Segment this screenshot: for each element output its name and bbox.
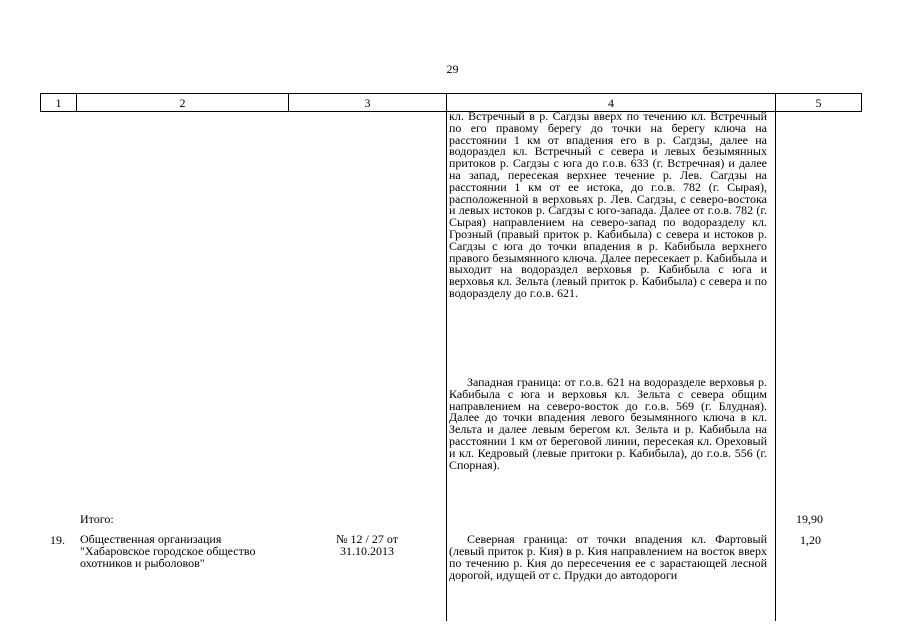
area-value: 1,20 bbox=[800, 533, 821, 547]
document-reference: № 12 / 27 от 31.10.2013 bbox=[336, 532, 398, 558]
column-header-row bbox=[40, 93, 862, 112]
column-4-left-border bbox=[446, 111, 447, 621]
boundary-description-paragraph: кл. Встречный в р. Сагдзы вверх по течению кл. Встречный по его правому берегу до точки на берегу ключа на расстоянии 1 км от впадения его в р. Сагдзы, далее на водораздел кл. Встречный с севера и левых безымянных притоков р. Сагдзы с юга до г.о.в. 633 (г. Встречная) и далее на запад, пересекая верхнее течение р. Лев. Сагдзы на расстоянии 1 км от ее истока, до г.о.в. 782 (г. Сырая), расположенной в верховьях р. Лев. Сагдзы, с северо-востока и левых истоков р. Сагдзы с юго-запада. Далее от г.о.в. 782 (г. Сырая) направлением на северо-запад по водоразделу кл. Грозный (правый приток р. Кабибыла) с севера и истоков р. Сагдзы с юга до точки впадения в р. Кабибыла верхнего правого безымянного ключа. Далее пересекает р. Кабибыла и выходит на водораздел верховья р. Кабибыла с юга и верховья кл. Зельта (левый приток р. Кабибыла) с севера и по водоразделу до г.о.в. 621. bbox=[449, 111, 767, 300]
northern-boundary-paragraph: Северная граница: от точки впадения кл. Фартовый (левый приток р. Кия) в р. Кия направлением на восток вверх по течению р. Кия до пересечения ее с зарастающей лесной дорогой, идущей от с. Прудки до автодороги bbox=[449, 532, 767, 582]
row-number: 19. bbox=[50, 533, 65, 547]
total-label: Итого: bbox=[80, 512, 114, 526]
column-header-3: 3 bbox=[289, 94, 447, 112]
page-number: 29 bbox=[446, 62, 459, 76]
column-header-4: 4 bbox=[447, 94, 776, 112]
total-value: 19,90 bbox=[796, 512, 823, 526]
organization-name: Общественная организация "Хабаровское городское общество охотников и рыболовов" bbox=[80, 532, 256, 570]
column-header-1: 1 bbox=[41, 94, 77, 112]
column-header-5: 5 bbox=[776, 94, 862, 112]
column-header-2: 2 bbox=[77, 94, 289, 112]
column-4-right-border bbox=[775, 111, 776, 621]
western-boundary-paragraph: Западная граница: от г.о.в. 621 на водоразделе верховья р. Кабибыла с юга и верховья кл. Зельта с севера общим направлением на северо-восток до г.о.в. 569 (г. Блудная). Далее до точки впадения левого безымянного ключа в кл. Зельта и далее левым берегом кл. Зельта и р. Кабибыла на расстоянии 1 км от береговой линии, пересекая кл. Ореховый и кл. Кедровый (левые притоки р. Кабибыла), до г.о.в. 556 (г. Спорная). bbox=[449, 375, 767, 472]
